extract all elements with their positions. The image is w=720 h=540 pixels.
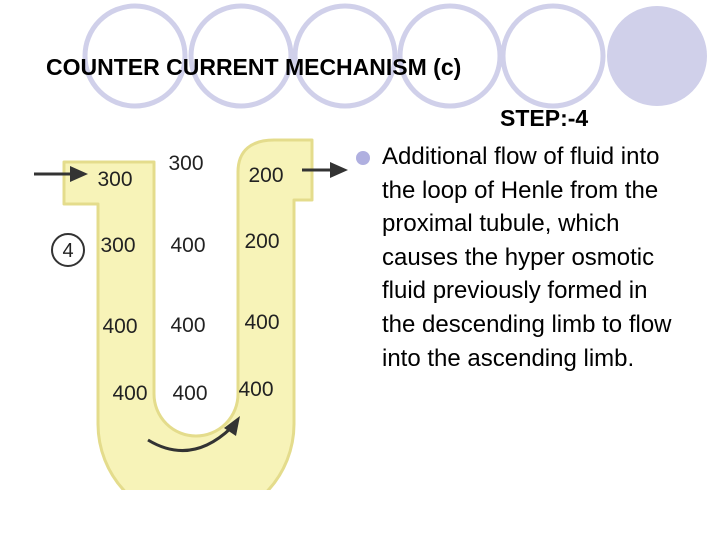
decor-circle	[503, 6, 603, 106]
step-number: 4	[62, 240, 74, 262]
step-label: STEP:-4	[500, 105, 589, 131]
value-interstitial-row3: 400	[170, 314, 206, 337]
value-ascending-row2: 200	[244, 230, 280, 253]
value-ascending-top: 200	[248, 164, 284, 187]
value-descending-top: 300	[168, 152, 204, 175]
bullet-icon	[356, 151, 370, 165]
value-descending-row2: 300	[100, 234, 136, 257]
value-ascending-row3: 400	[244, 311, 280, 334]
value-descending-row3: 400	[102, 315, 138, 338]
bullet-text: Additional flow of fluid into the loop of Henle from the proximal tubule, which causes the hyper osmotic fluid previously formed in the descending limb to flow into the ascending limb.	[382, 143, 672, 372]
loop-of-henle-figure	[26, 128, 350, 490]
value-ascending-bottom: 400	[238, 378, 274, 401]
slide-title: COUNTER CURRENT MECHANISM (c)	[46, 54, 462, 80]
decor-circle-filled	[607, 6, 707, 106]
value-inflow: 300	[97, 168, 133, 191]
value-descending-bottom: 400	[112, 382, 148, 405]
value-interstitial-row2: 400	[170, 234, 206, 257]
value-interstitial-bottom: 400	[172, 382, 208, 405]
